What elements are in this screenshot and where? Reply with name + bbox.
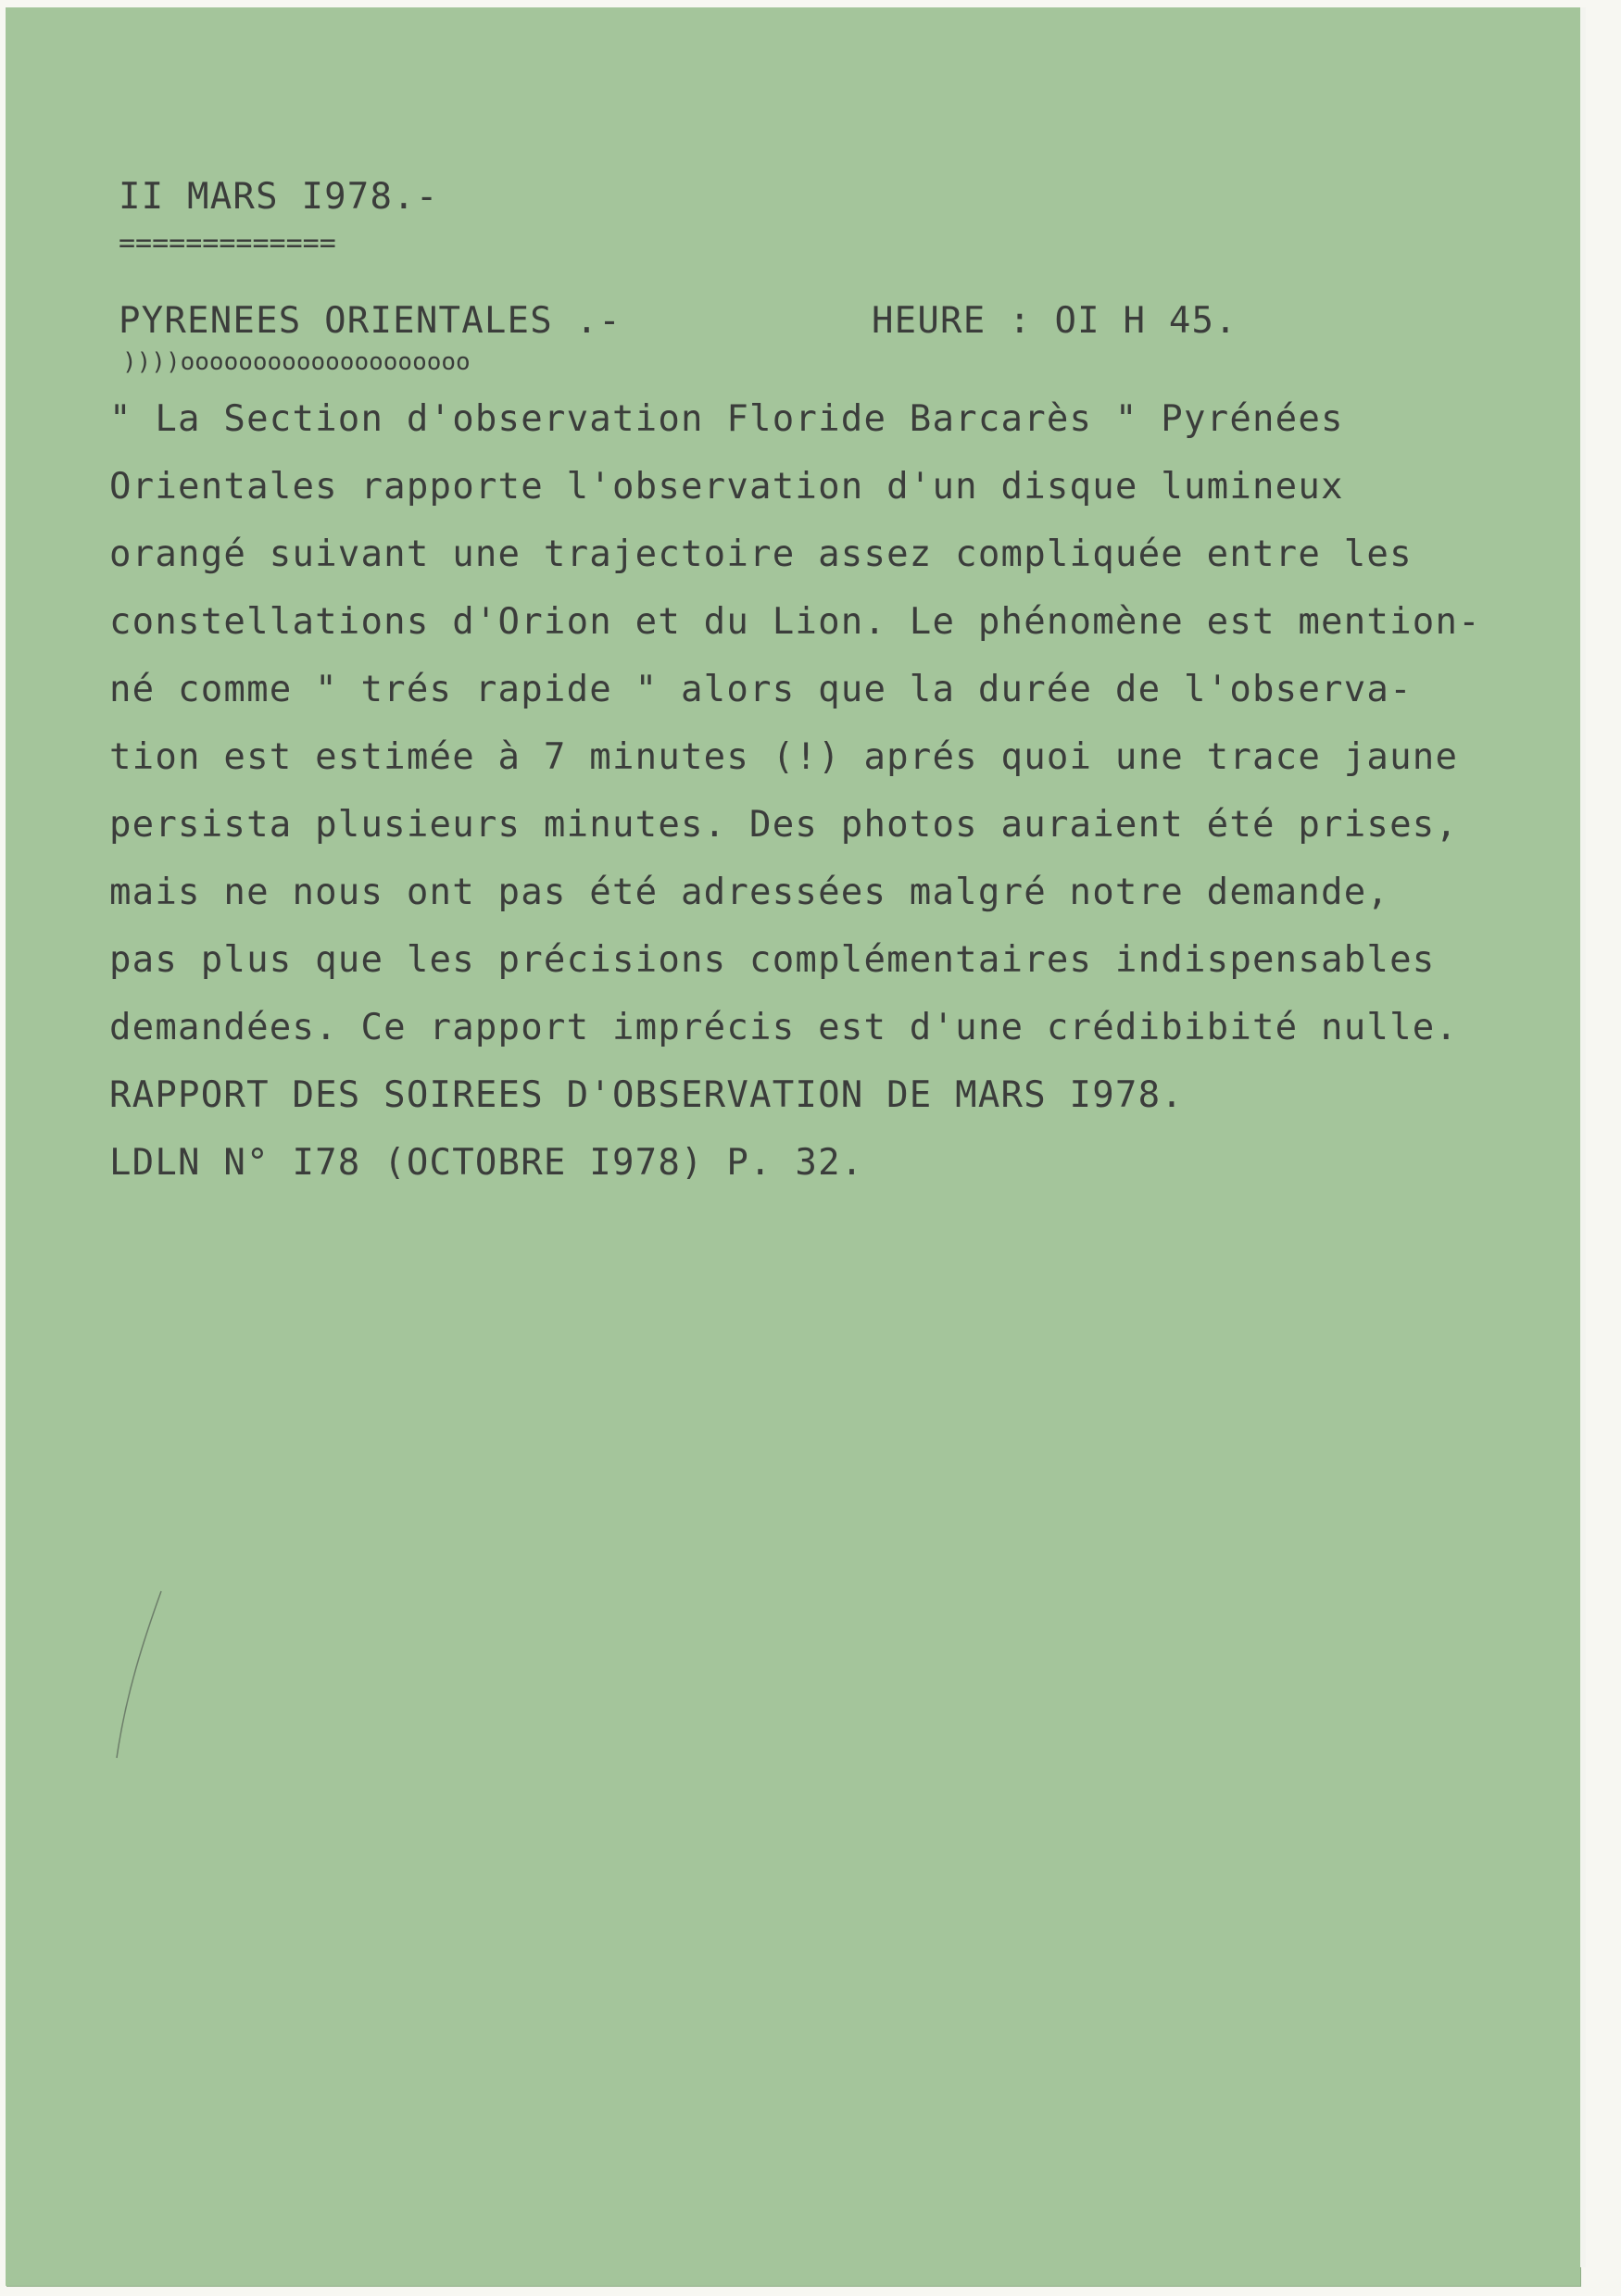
paper-scratch-mark: [107, 1582, 182, 1767]
body-line: pas plus que les précisions complémentaires indispensables: [109, 939, 1436, 981]
source-line: RAPPORT DES SOIREES D'OBSERVATION DE MARS I978.: [109, 1074, 1184, 1116]
body-line: " La Section d'observation Floride Barcarès " Pyrénées: [109, 398, 1344, 440]
report-location: PYRENEES ORIENTALES .-: [119, 300, 622, 342]
body-line: mais ne nous ont pas été adressées malgré notre demande,: [109, 872, 1390, 913]
report-time: HEURE : OI H 45.: [872, 300, 1238, 342]
date-underline: =============: [119, 227, 336, 259]
body-line: né comme " trés rapide " alors que la durée de l'observa-: [109, 669, 1413, 710]
body-line: constellations d'Orion et du Lion. Le phénomène est mention-: [109, 601, 1481, 643]
page-edge: [1580, 7, 1586, 2267]
location-underline: ))))oooooooooooooooooooo: [122, 348, 471, 376]
body-line: persista plusieurs minutes. Des photos auraient été prises,: [109, 804, 1459, 846]
body-line: tion est estimée à 7 minutes (!) aprés quoi une trace jaune: [109, 736, 1459, 778]
body-line: Orientales rapporte l'observation d'un disque lumineux: [109, 466, 1344, 508]
report-date: II MARS I978.-: [119, 176, 439, 218]
body-line: orangé suivant une trajectoire assez compliquée entre les: [109, 533, 1413, 575]
reference-line: LDLN N° I78 (OCTOBRE I978) P. 32.: [109, 1142, 864, 1184]
body-line: demandées. Ce rapport imprécis est d'une crédibibité nulle.: [109, 1007, 1459, 1048]
document-page: [6, 7, 1580, 2286]
